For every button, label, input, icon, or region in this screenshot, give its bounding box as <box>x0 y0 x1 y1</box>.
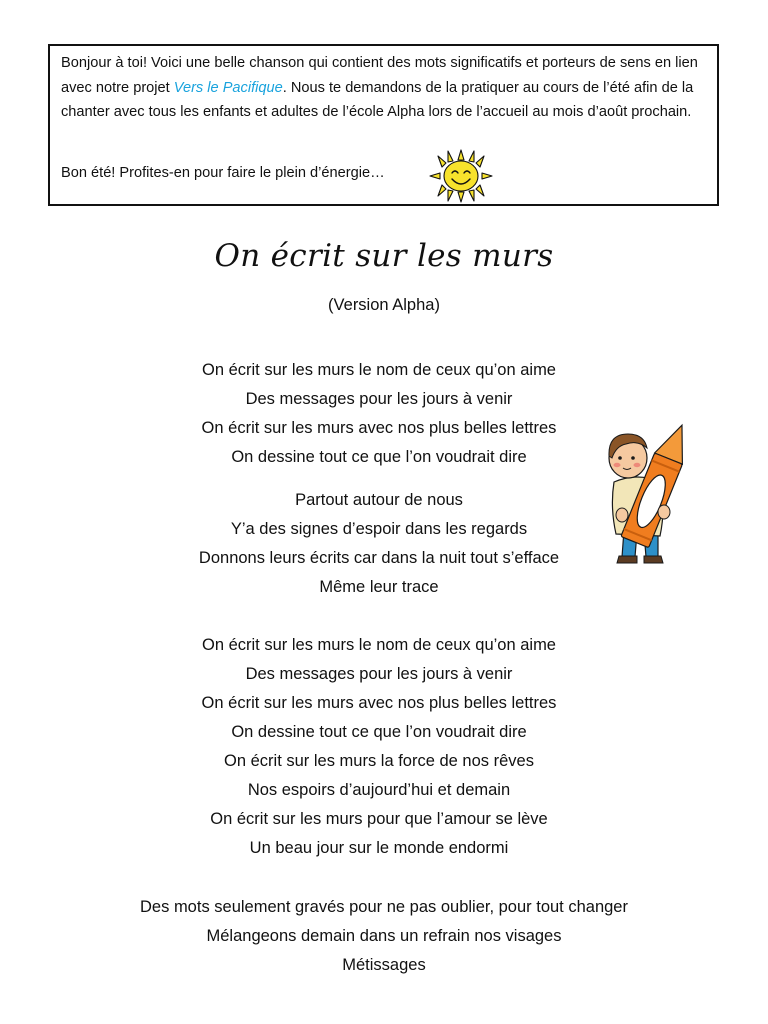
song-version: (Version Alpha) <box>328 296 440 314</box>
child-holding-crayon-illustration <box>600 412 690 567</box>
lyric-line: On écrit sur les murs pour que l’amour se lève <box>210 810 548 828</box>
summer-wish: Bon été! Profites-en pour faire le plein d’énergie… <box>61 165 385 181</box>
lyric-line: On écrit sur les murs avec nos plus belles lettres <box>201 694 557 712</box>
project-name: Vers le Pacifique <box>173 79 283 96</box>
lyric-line: Mélangeons demain dans un refrain nos visages <box>206 927 562 945</box>
lyric-line: On écrit sur les murs la force de nos rêves <box>224 752 534 770</box>
lyric-line: Métissages <box>342 956 426 974</box>
intro-paragraph <box>61 51 701 125</box>
song-title: On écrit sur les murs <box>214 238 554 274</box>
lyric-line: Un beau jour sur le monde endormi <box>249 839 509 857</box>
smiling-sun-icon <box>428 148 494 204</box>
lyric-line: On dessine tout ce que l’on voudrait dire <box>231 723 527 741</box>
lyric-line: On écrit sur les murs avec nos plus belles lettres <box>201 419 557 437</box>
lyric-line: On écrit sur les murs le nom de ceux qu’on aime <box>202 361 556 379</box>
lyric-line: Des messages pour les jours à venir <box>245 390 513 408</box>
lyric-line: Partout autour de nous <box>295 491 463 509</box>
lyric-line: Même leur trace <box>319 578 439 596</box>
lyric-line: Nos espoirs d’aujourd’hui et demain <box>247 781 511 799</box>
lyric-line: Y’a des signes d’espoir dans les regards <box>230 520 528 538</box>
lyric-line: On dessine tout ce que l’on voudrait dire <box>231 448 527 466</box>
lyric-line: Donnons leurs écrits car dans la nuit tout s’efface <box>198 549 560 567</box>
lyric-line: On écrit sur les murs le nom de ceux qu’on aime <box>202 636 556 654</box>
intro-notice-box <box>48 44 719 206</box>
lyric-line: Des mots seulement gravés pour ne pas oublier, pour tout changer <box>140 898 628 916</box>
intro-text-start: Bonjour à toi! Voici une belle chanson qui contient des mots significatifs et porteurs de sens en lien avec notre projet <box>61 55 698 96</box>
lyric-line: Des messages pour les jours à venir <box>245 665 513 683</box>
intro-text-end: . Nous te demandons de la pratiquer au cours de l’été afin de la chanter avec tous les enfants et adultes de l’école Alpha lors de l’accueil au mois d’août prochain. <box>61 79 694 120</box>
verse-3 <box>0 631 763 863</box>
verse-4 <box>0 893 768 980</box>
